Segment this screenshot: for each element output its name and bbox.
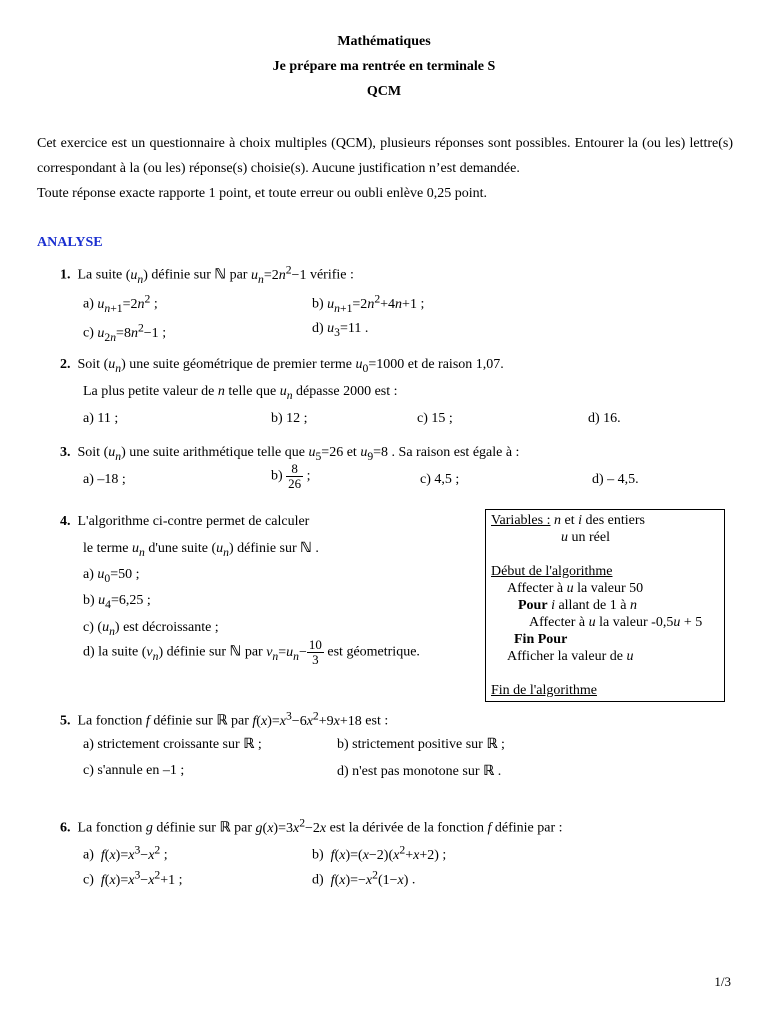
q5-option-b[interactable]: b) strictement positive sur ℝ ;: [337, 736, 505, 752]
q3-option-d[interactable]: d) – 4,5.: [592, 472, 639, 487]
q6-option-b[interactable]: b) $f(x)=(x-2)(x^2+x+2)$ ;: [312, 843, 447, 863]
question-1: 1. La suite $(u_n)$ définie sur ℕ par $u_n=2n^2-1$ vérifie :: [60, 263, 354, 286]
q1-option-d[interactable]: d) $u_3=11$ .: [312, 321, 369, 339]
algo-variables-u: u un réel: [561, 530, 610, 545]
stem-text: par: [229, 267, 248, 283]
q1-option-c[interactable]: c) $u_{2n}=8n^2-1$ ;: [83, 321, 167, 344]
algo-line-3: Affecter à u la valeur -0,5u + 5: [529, 615, 703, 630]
q2-option-b[interactable]: b) 12 ;: [271, 411, 308, 426]
question-2: 2. Soit $(u_n)$ une suite géométrique de premier terme $u_0=1000$ et de raison 1,07.: [60, 357, 504, 375]
stem-text: vérifie :: [309, 267, 354, 283]
algo-line-1: Affecter à u la valeur 50: [507, 581, 644, 596]
intro-scoring: Toute réponse exacte rapporte 1 point, et toute erreur ou oubli enlève 0,25 point.: [37, 186, 487, 201]
question-5: 5. La fonction f définie sur ℝ par $f(x)=x^3-6x^2+9x+18$ est :: [60, 709, 389, 729]
algo-variables: Variables : n et i des entiers: [491, 513, 645, 528]
intro-paragraph: Cet exercice est un questionnaire à choix multiples (QCM), plusieurs réponses sont possibles. Entourer la (ou les) lettre(s) correspondant à la (ou les) réponse(s) choisie(s). Aucune justification n’est demandée.: [37, 136, 733, 176]
doc-subject: Mathématiques: [337, 34, 431, 49]
q1-option-a[interactable]: a) $u_{n+1}=2n^2$ ;: [83, 292, 158, 315]
question-4-line2: le terme $u_n$ d'une suite $(u_n)$ définie sur ℕ .: [83, 540, 319, 559]
algo-begin: Début de l'algorithme: [491, 564, 613, 579]
q6-option-c[interactable]: c) $f(x)=x^3-x^2+1$ ;: [83, 868, 183, 888]
q6-option-d[interactable]: d) $f(x)=-x^2(1-x)$ .: [312, 868, 416, 888]
stem-text: La suite: [77, 267, 123, 283]
doc-type: QCM: [366, 84, 402, 99]
q4-option-c[interactable]: c) $(u_n)$ est décroissante ;: [83, 620, 219, 638]
doc-subtitle: Je prépare ma rentrée en terminale S: [272, 59, 496, 74]
q5-option-d[interactable]: d) n'est pas monotone sur ℝ .: [337, 763, 502, 779]
q4-option-a[interactable]: a) $u_0=50$ ;: [83, 567, 140, 585]
page-number: 1/3: [714, 974, 731, 989]
section-title: ANALYSE: [37, 235, 103, 250]
algo-line-5: Afficher la valeur de u: [507, 649, 634, 664]
question-6: 6. La fonction g définie sur ℝ par $g(x)=3x^2-2x$ est la dérivée de la fonction f définie par :: [60, 816, 563, 836]
q5-option-c[interactable]: c) s'annule en –1 ;: [83, 763, 185, 778]
q4-option-b[interactable]: b) $u_4=6,25$ ;: [83, 593, 151, 611]
q5-option-a[interactable]: a) strictement croissante sur ℝ ;: [83, 736, 262, 752]
q2-option-d[interactable]: d) 16.: [588, 411, 621, 426]
q3-option-b[interactable]: b) $\frac{8}{26}$ ;: [271, 461, 311, 491]
question-3: 3. Soit $(u_n)$ une suite arithmétique telle que $u_5=26$ et $u_9=8$ . Sa raison est égale à :: [60, 445, 520, 463]
q2-option-a[interactable]: a) 11 ;: [83, 411, 119, 426]
algo-line-4: Fin Pour: [514, 632, 568, 647]
q4-option-d[interactable]: d) la suite $(v_n)$ définie sur ℕ par $v_n=u_n-$ $\frac{10}{3}$ est géometrique.: [83, 637, 420, 667]
algo-line-2: Pour i allant de 1 à n: [518, 598, 637, 613]
algorithm-box: [485, 509, 725, 702]
question-4: 4. L'algorithme ci-contre permet de calculer: [60, 514, 310, 529]
algo-end: Fin de l'algorithme: [491, 683, 597, 698]
q6-option-a[interactable]: a) $f(x)=x^3-x^2$ ;: [83, 843, 168, 863]
question-2-line2: La plus petite valeur de n telle que $u_n$ dépasse 2000 est :: [83, 384, 398, 402]
stem-text: définie sur: [151, 267, 211, 283]
question-number: 1.: [60, 267, 71, 283]
q2-option-c[interactable]: c) 15 ;: [417, 411, 453, 426]
q3-option-c[interactable]: c) 4,5 ;: [420, 472, 460, 487]
q1-option-b[interactable]: b) $u_{n+1}=2n^2+4n+1$ ;: [312, 292, 425, 315]
q3-option-a[interactable]: a) –18 ;: [83, 472, 126, 487]
